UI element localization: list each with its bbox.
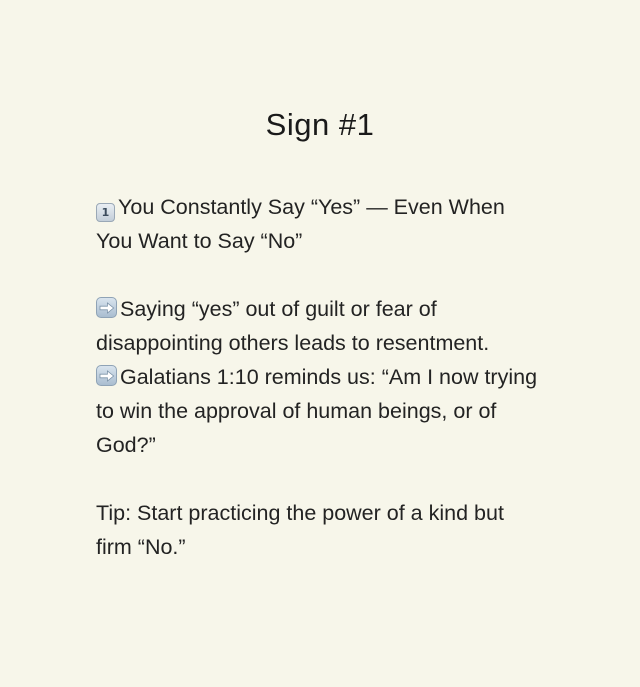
point-paragraph-2 — [96, 360, 544, 462]
paragraph-spacer-2 — [96, 462, 544, 496]
point-text-1: Saying “yes” out of guilt or fear of disappointing others leads to resentment. — [96, 297, 490, 355]
keycap-one-icon: 1 — [96, 203, 115, 222]
page-title: Sign #1 — [265, 107, 375, 142]
paragraph-spacer-1 — [96, 258, 544, 292]
tip-paragraph: Tip: Start practicing the power of a kind but firm “No.” — [96, 501, 504, 559]
point-paragraph-1 — [96, 292, 544, 360]
right-arrow-box-icon — [96, 365, 117, 386]
sign-heading-text: You Constantly Say “Yes” — Even When You Want to Say “No” — [96, 195, 505, 253]
document-body — [96, 190, 544, 564]
right-arrow-box-icon — [96, 297, 117, 318]
sign-heading-paragraph — [96, 190, 544, 258]
point-text-2: Galatians 1:10 reminds us: “Am I now trying to win the approval of human beings, or of God?” — [96, 365, 538, 457]
